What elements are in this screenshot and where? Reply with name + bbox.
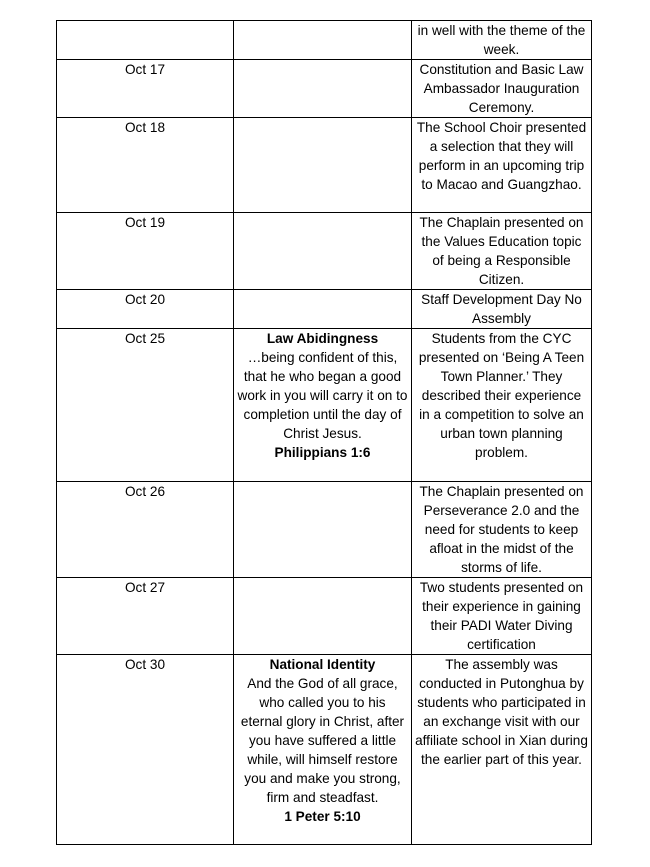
date-cell: Oct 17 <box>57 60 234 118</box>
description-cell: The Chaplain presented on Perseverance 2.0 and the need for students to keep afloat in the midst of the storms of life. <box>412 482 592 578</box>
table-row <box>57 482 592 578</box>
date-cell: Oct 26 <box>57 482 234 578</box>
description-cell: The School Choir presented a selection that they will perform in an upcoming trip to Macao and Guangzhao. <box>412 118 592 213</box>
verse-text: And the God of all grace, who called you to his eternal glory in Christ, after you have suffered a little while, will himself restore you and make you strong, firm and steadfast. <box>240 676 405 805</box>
description-cell: Students from the CYC presented on ‘Being A Teen Town Planner.’ They described their experience in a competition to solve an urban town planning problem. <box>412 329 592 482</box>
table-row <box>57 329 592 482</box>
theme-cell <box>234 578 412 655</box>
date-cell: Oct 18 <box>57 118 234 213</box>
date-cell <box>57 21 234 60</box>
date-cell: Oct 19 <box>57 213 234 290</box>
table-row <box>57 213 592 290</box>
theme-cell <box>234 655 412 845</box>
theme-cell <box>234 213 412 290</box>
description-cell: The Chaplain presented on the Values Education topic of being a Responsible Citizen. <box>412 213 592 290</box>
theme-cell <box>234 482 412 578</box>
theme-cell <box>234 60 412 118</box>
date-cell: Oct 27 <box>57 578 234 655</box>
theme-cell <box>234 290 412 329</box>
theme-title: Law Abidingness <box>266 331 379 346</box>
description-cell: The assembly was conducted in Putonghua by students who participated in an exchange visit with our affiliate school in Xian during the earlier part of this year. <box>412 655 592 845</box>
table-row <box>57 655 592 845</box>
description-cell: Constitution and Basic Law Ambassador Inauguration Ceremony. <box>412 60 592 118</box>
date-cell: Oct 30 <box>57 655 234 845</box>
verse-text: …being confident of this, that he who began a good work in you will carry it on to completion until the day of Christ Jesus. <box>237 350 408 441</box>
table-row <box>57 118 592 213</box>
theme-cell <box>234 118 412 213</box>
verse-reference: 1 Peter 5:10 <box>284 809 361 824</box>
assembly-schedule-table <box>56 20 592 845</box>
description-cell: in well with the theme of the week. <box>412 21 592 60</box>
verse-reference: Philippians 1:6 <box>274 445 371 460</box>
date-cell: Oct 25 <box>57 329 234 482</box>
description-cell: Two students presented on their experience in gaining their PADI Water Diving certification <box>412 578 592 655</box>
table-row <box>57 60 592 118</box>
date-cell: Oct 20 <box>57 290 234 329</box>
theme-cell <box>234 329 412 482</box>
table-row <box>57 21 592 60</box>
table-row <box>57 578 592 655</box>
theme-cell <box>234 21 412 60</box>
theme-title: National Identity <box>269 657 376 672</box>
table-row <box>57 290 592 329</box>
description-cell: Staff Development Day No Assembly <box>412 290 592 329</box>
